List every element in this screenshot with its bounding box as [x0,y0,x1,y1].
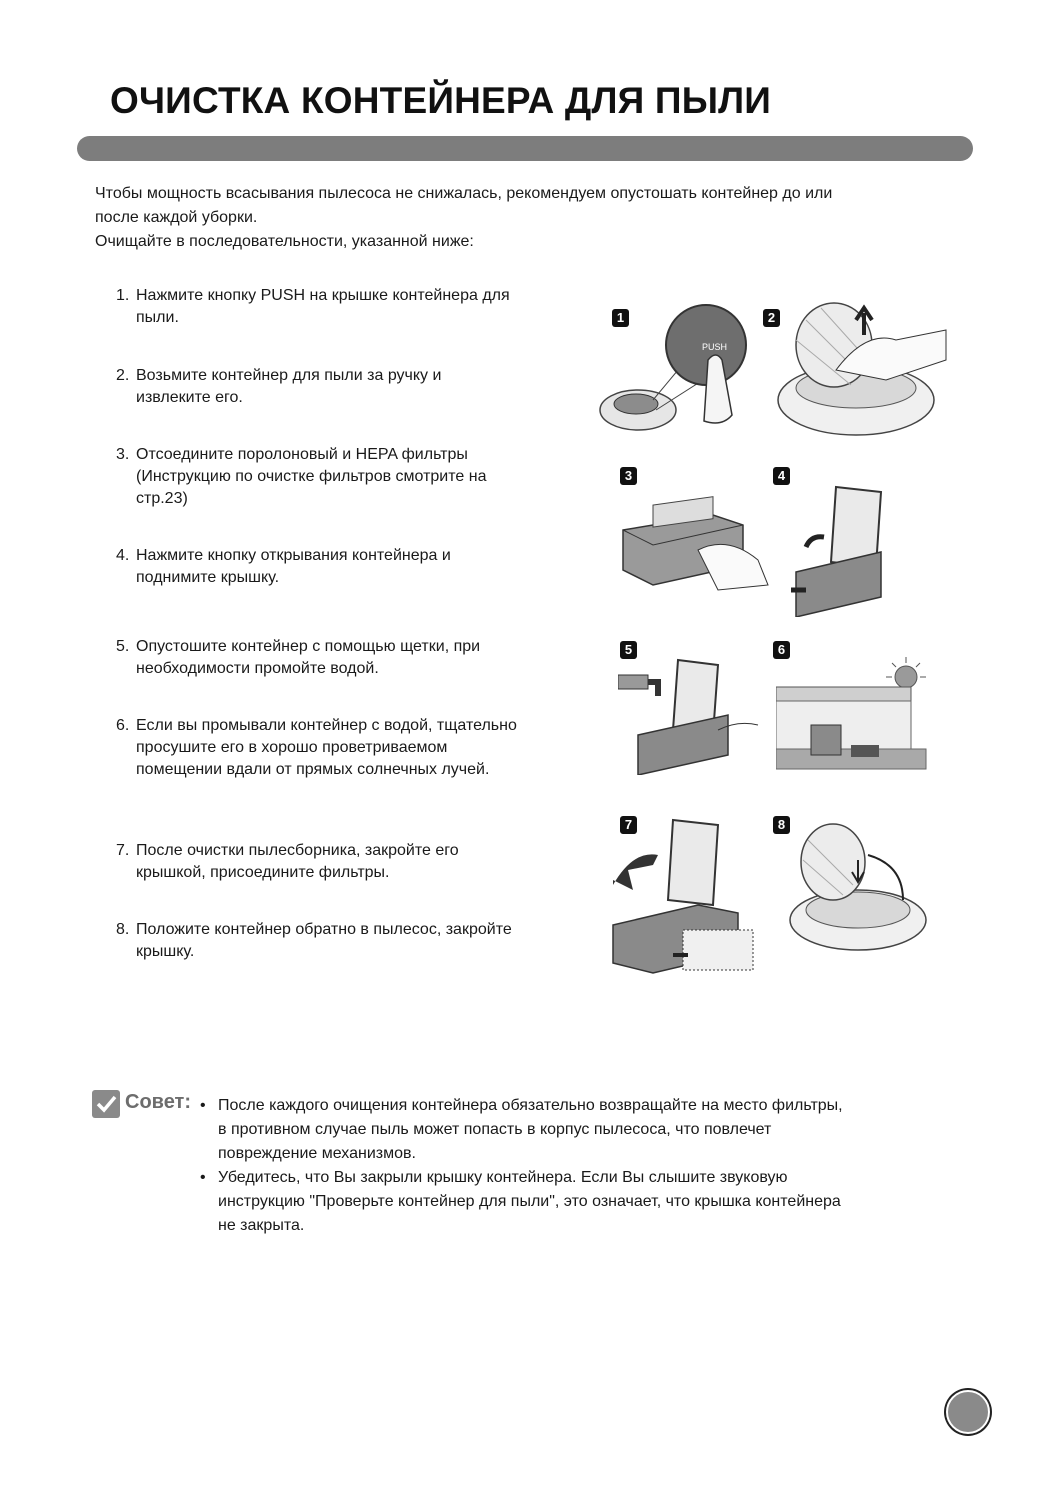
figure-badge-5: 5 [620,641,637,659]
step-line: крышкой, присоедините фильтры. [136,864,390,881]
illustrations-area [598,300,948,990]
step-line: Нажмите кнопку открывания контейнера и [136,547,451,564]
step-number: 6. [116,717,130,734]
step-line: стр.23) [136,490,188,507]
step-number: 7. [116,842,130,859]
page-number-badge [946,1390,990,1434]
step-line: поднимите крышку. [136,569,280,586]
step-line: извлеките его. [136,389,243,406]
step-3 [116,444,586,510]
figure-badge-2: 2 [763,309,780,327]
step-8 [116,919,586,963]
step-number: 1. [116,287,130,304]
tip-line: инструкцию "Проверьте контейнер для пыли", это означает, что крышка контейнера [218,1193,841,1210]
step-5 [116,636,586,680]
page-title: ОЧИСТКА КОНТЕЙНЕРА ДЛЯ ПЫЛИ [110,80,772,121]
step-line: просушите его в хорошо проветриваемом [136,739,448,756]
tip-item [200,1094,970,1166]
intro-line: Очищайте в последовательности, указанной ниже: [95,233,474,250]
step-line: крышку. [136,943,195,960]
tip-list [200,1094,970,1238]
title-underline-bar [77,136,973,161]
intro-text [95,182,975,254]
tip-line: в противном случае пыль может попасть в корпус пылесоса, что повлечет [218,1121,772,1138]
return-container-illustration [788,820,928,960]
intro-line: Чтобы мощность всасывания пылесоса не снижалась, рекомендуем опустошать контейнер до или [95,185,833,202]
figure-badge-7: 7 [620,816,637,834]
step-line: помещении вдали от прямых солнечных лучей. [136,761,490,778]
step-line: Нажмите кнопку PUSH на крышке контейнера для [136,287,510,304]
remove-filters-illustration [618,495,773,595]
step-number: 2. [116,367,130,384]
step-line: После очистки пылесборника, закройте его [136,842,459,859]
step-line: Положите контейнер обратно в пылесос, закройте [136,921,512,938]
push-label: PUSH [702,342,728,352]
tip-label: Совет: [125,1091,192,1113]
push-button-illustration [598,300,768,440]
step-line: Отсоедините поролоновый и HEPA фильтры [136,446,468,463]
step-number: 3. [116,446,130,463]
tip-item [200,1166,970,1238]
step-line: необходимости промойте водой. [136,660,379,677]
step-number: 8. [116,921,130,938]
tip-line: Убедитесь, что Вы закрыли крышку контейнера. Если Вы слышите звуковую [218,1169,788,1186]
step-4 [116,545,586,589]
step-line: пыли. [136,309,179,326]
intro-line: после каждой уборки. [95,209,258,226]
close-lid-illustration [608,815,768,980]
step-line: (Инструкцию по очистке фильтров смотрите на [136,468,487,485]
step-7 [116,840,586,884]
tip-line: После каждого очищения контейнера обязательно возвращайте на место фильтры, [218,1097,843,1114]
step-line: Если вы промывали контейнер с водой, тщательно [136,717,517,734]
step-2 [116,365,586,409]
figure-badge-6: 6 [773,641,790,659]
step-line: Возьмите контейнер для пыли за ручку и [136,367,442,384]
step-line: Опустошите контейнер с помощью щетки, при [136,638,481,655]
figure-badge-8: 8 [773,816,790,834]
step-1 [116,285,586,329]
figure-badge-1: 1 [612,309,629,327]
step-6 [116,715,586,781]
step-number: 5. [116,638,130,655]
figure-badge-4: 4 [773,467,790,485]
tip-line: не закрыта. [218,1217,305,1234]
tip-line: повреждение механизмов. [218,1145,416,1162]
open-lid-illustration [786,482,896,617]
step-number: 4. [116,547,130,564]
washing-illustration [618,655,768,775]
drying-illustration [776,655,936,775]
figure-badge-3: 3 [620,467,637,485]
remove-container-illustration [776,300,951,445]
check-icon [92,1090,120,1118]
